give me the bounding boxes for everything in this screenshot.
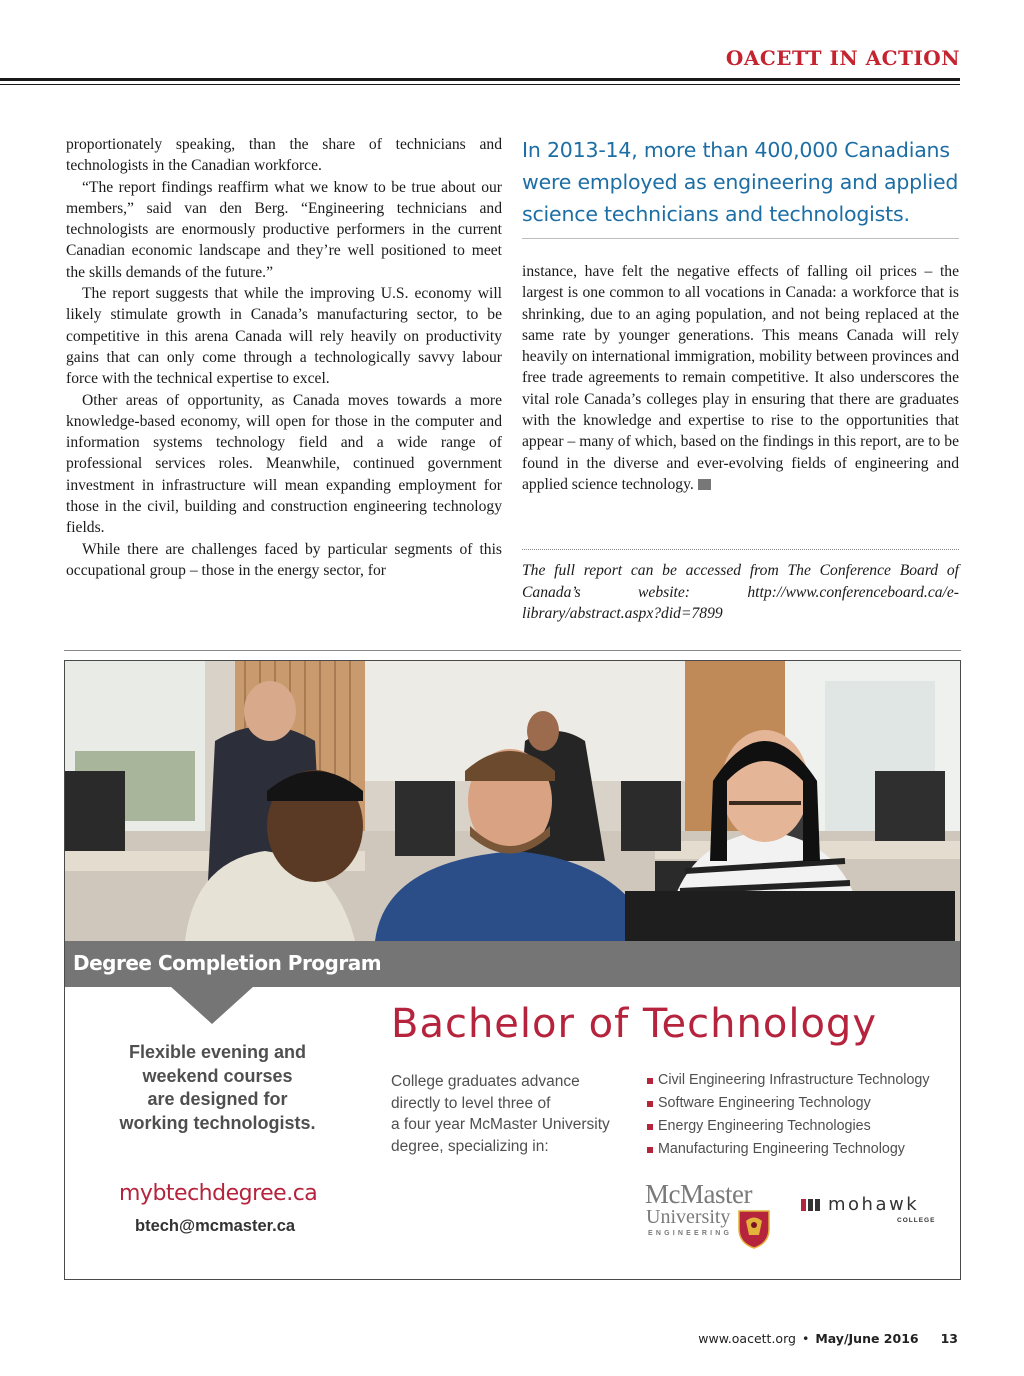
banner-text: Degree Completion Program bbox=[73, 951, 382, 975]
article-paragraph: proportionately speaking, than the share of technicians and technologists in the Canadian workforce. bbox=[66, 136, 502, 175]
email-link[interactable]: btech@mcmaster.ca bbox=[135, 1217, 296, 1235]
classroom-photo-illustration bbox=[65, 661, 960, 941]
footnote: The full report can be accessed from The Conference Board of Canada’s website: http://www.conferenceboard.ca/e-library/abstract.aspx?did=7899 bbox=[522, 562, 959, 622]
advertisement bbox=[64, 660, 961, 1280]
program-list-item: Software Engineering Technology bbox=[647, 1092, 947, 1115]
footer-issue: May/June 2016 bbox=[815, 1331, 919, 1346]
pull-quote-rule bbox=[522, 238, 959, 239]
article-paragraph: Other areas of opportunity, as Canada moves towards a more knowledge-based economy, will open for those in the computer and information systems technology field and a wide range of professional services roles. Meanwhile, continued government investment in infrastructure will mean expanding employment for those in the civil, building and construction engineering technology fields. bbox=[66, 391, 502, 537]
footnote-rule bbox=[522, 549, 959, 550]
mohawk-mark-icon bbox=[801, 1199, 823, 1211]
program-list bbox=[647, 1069, 947, 1161]
tagline-line: Flexible evening and bbox=[128, 1042, 307, 1062]
program-list-item: Manufacturing Engineering Technology bbox=[647, 1138, 947, 1161]
banner-arrow-icon bbox=[170, 986, 254, 1024]
description-line: directly to level three of bbox=[391, 1094, 551, 1112]
mohawk-logo-college: COLLEGE bbox=[897, 1217, 936, 1224]
footer-bullet: • bbox=[801, 1331, 810, 1346]
mohawk-logo-name: mohawk bbox=[828, 1194, 920, 1215]
description-line: a four year McMaster University bbox=[391, 1116, 610, 1133]
tagline-line: weekend courses bbox=[142, 1065, 293, 1086]
description-line: College graduates advance bbox=[391, 1073, 580, 1090]
mcmaster-logo bbox=[645, 1181, 775, 1251]
tagline-line: working technologists. bbox=[119, 1112, 316, 1133]
mcmaster-logo-name: McMaster bbox=[645, 1179, 752, 1209]
program-banner bbox=[65, 941, 960, 987]
mcmaster-logo-faculty: ENGINEERING bbox=[648, 1230, 733, 1237]
pull-quote: In 2013-14, more than 400,000 Canadians were employed as engineering and applied science technicians and technologists. bbox=[522, 138, 959, 226]
mcmaster-crest-icon bbox=[737, 1209, 771, 1249]
ad-tagline bbox=[95, 1041, 340, 1135]
page-footer bbox=[698, 1331, 958, 1346]
article-paragraph-text: instance, have felt the negative effects of falling oil prices – the largest is one common to all vocations in Canada: a workforce that is shrinking, due to an aging population, and not being replaced at the same rate by younger generations. This means Canada will rely heavily on international immigration, mobility between provinces and free trade agreements to remain competitive. It also underscores the vital role Canada’s colleges play in ensuring that there are graduates with the knowledge and expertise to rise to the opportunities that appear – many of which, based on the findings in this report, are to be found in the diverse and ever-evolving fields of engineering and applied science technology. bbox=[522, 263, 959, 493]
footer-site[interactable]: www.oacett.org bbox=[698, 1331, 796, 1346]
program-list-item: Energy Engineering Technologies bbox=[647, 1115, 947, 1138]
ad-title: Bachelor of Technology bbox=[391, 1001, 877, 1047]
article-left-column bbox=[66, 134, 502, 581]
website-link[interactable]: mybtechdegree.ca bbox=[119, 1181, 318, 1206]
article-paragraph: “The report findings reaffirm what we know to be true about our members,” said van den Berg. “Engineering technicians and technologists are enormously productive performers in the current Canadian economic landscape and they’re well positioned to meet the skills demands of the future.” bbox=[66, 178, 502, 281]
mcmaster-logo-university: University bbox=[646, 1206, 731, 1228]
mohawk-college-logo bbox=[801, 1194, 941, 1228]
article-paragraph: While there are challenges faced by particular segments of this occupational group – those in the energy sector, for bbox=[66, 540, 502, 579]
article-paragraph bbox=[522, 261, 959, 495]
program-list-item: Civil Engineering Infrastructure Technology bbox=[647, 1069, 947, 1092]
ad-top-rule bbox=[64, 650, 961, 651]
classroom-photo bbox=[65, 661, 960, 941]
section-title: OACETT IN ACTION bbox=[725, 46, 960, 70]
header-rule-thick bbox=[0, 78, 960, 81]
page-number: 13 bbox=[940, 1331, 958, 1346]
ad-description bbox=[391, 1071, 631, 1157]
article-right-column bbox=[522, 261, 959, 495]
article-paragraph: The report suggests that while the improving U.S. economy will likely stimulate growth in Canada’s manufacturing sector, to be competitive in this arena Canada will rely heavily on productivity gains that can only come through a technologically savvy labour force with the technical expertise to excel. bbox=[66, 285, 502, 388]
header-rule-thin bbox=[0, 84, 960, 85]
tagline-line: are designed for bbox=[147, 1089, 288, 1109]
description-line: degree, specializing in: bbox=[391, 1137, 549, 1155]
end-mark-icon bbox=[698, 479, 711, 490]
